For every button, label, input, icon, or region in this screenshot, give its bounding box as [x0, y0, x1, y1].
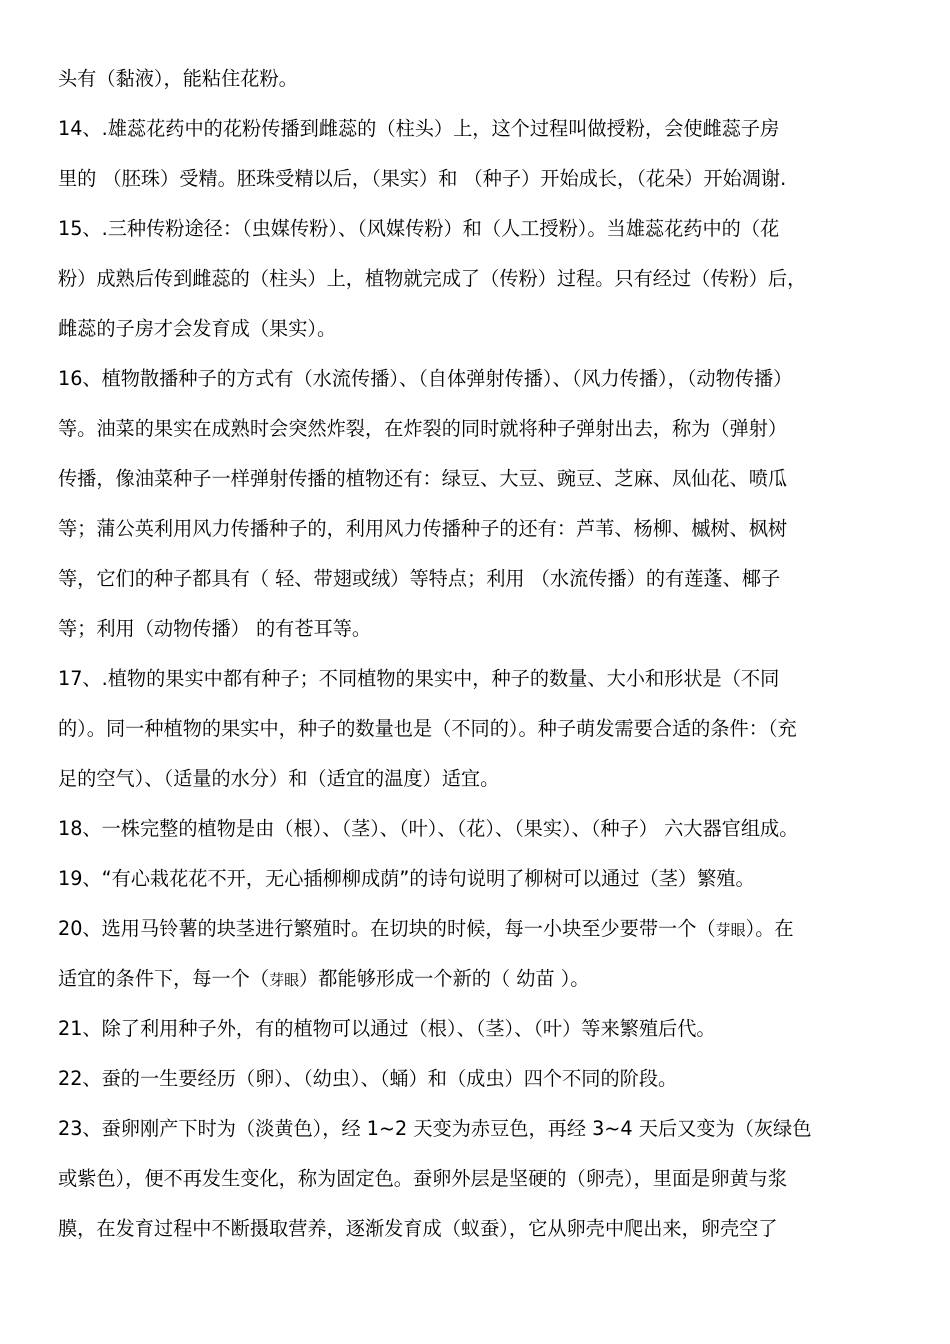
text-line: 等；利用（动物传播） 的有苍耳等。	[58, 617, 372, 640]
text-line: 18、一株完整的植物是由（根）、（茎）、（叶）、（花）、（果实）、（种子） 六大器官组成。	[58, 817, 799, 840]
text-line: 等；蒲公英利用风力传播种子的，利用风力传播种子的还有：芦苇、杨柳、槭树、枫树	[58, 517, 788, 540]
text-line	[58, 966, 896, 992]
text-line: 足的空气）、（适量的水分）和（适宜的温度）适宜。	[58, 767, 500, 790]
text-line: 或紫色），便不再发生变化，称为固定色。蚕卵外层是坚硬的（卵壳），里面是卵黄与浆	[58, 1167, 788, 1190]
text-line: 等，它们的种子都具有（ 轻、带翅或绒）等特点；利用 （水流传播）的有莲蓬、椰子	[58, 567, 781, 590]
text-line: 16、植物散播种子的方式有（水流传播）、（自体弹射传播）、（风力传播），（动物传播）	[58, 367, 793, 390]
text-line: 22、蚕的一生要经历（卵）、（幼虫）、（蛹）和（成虫）四个不同的阶段。	[58, 1067, 678, 1090]
text-line: 头有（黏液），能粘住花粉。	[58, 67, 298, 90]
text-line: 传播，像油菜种子一样弹射传播的植物还有：绿豆、大豆、豌豆、芝麻、凤仙花、喷瓜	[58, 467, 788, 490]
text-line: 14、.雄蕊花药中的花粉传播到雌蕊的（柱头）上，这个过程叫做授粉，会使雌蕊子房	[58, 117, 780, 140]
text-line: 粉）成熟后传到雌蕊的（柱头）上，植物就完成了（传粉）过程。只有经过（传粉）后，	[58, 267, 807, 290]
text-line: 的）。同一种植物的果实中，种子的数量也是（不同的）。种子萌发需要合适的条件：（充	[58, 717, 797, 740]
text-segment: 适宜的条件下，每一个（	[58, 967, 270, 990]
text-segment: 20、选用马铃薯的块茎进行繁殖时。在切块的时候，每一小块至少要带一个（	[58, 917, 716, 940]
text-segment: 芽眼	[715, 921, 746, 939]
text-line: 里的 （胚珠）受精。胚珠受精以后，（果实）和 （种子）开始成长，（花朵）开始凋谢.	[58, 167, 787, 190]
text-segment: ）。在	[745, 917, 794, 940]
text-segment: ）都能够形成一个新的（ 幼苗 ）。	[299, 967, 590, 990]
text-line: 等。油菜的果实在成熟时会突然炸裂，在炸裂的同时就将种子弹射出去，称为（弹射）	[58, 417, 788, 440]
text-line: 膜，在发育过程中不断摄取营养，逐渐发育成（蚁蚕），它从卵壳中爬出来，卵壳空了	[58, 1217, 778, 1240]
text-segment: 芽眼	[269, 971, 300, 989]
text-line: 23、蚕卵刚产下时为（淡黄色），经 1~2 天变为赤豆色，再经 3~4 天后又变为（灰绿色	[58, 1117, 812, 1140]
text-line: 雌蕊的子房才会发育成（果实）。	[58, 317, 337, 340]
text-line	[58, 916, 896, 942]
text-line: 21、除了利用种子外，有的植物可以通过（根）、（茎）、（叶）等来繁殖后代。	[58, 1017, 716, 1040]
text-line: 19、“有心栽花花不开，无心插柳柳成荫”的诗句说明了柳树可以通过（茎）繁殖。	[58, 867, 755, 890]
text-line: 15、.三种传粉途径：（虫媒传粉）、（风媒传粉）和（人工授粉）。当雄蕊花药中的（花	[58, 217, 780, 240]
text-line: 17、.植物的果实中都有种子；不同植物的果实中，种子的数量、大小和形状是（不同	[58, 667, 780, 690]
